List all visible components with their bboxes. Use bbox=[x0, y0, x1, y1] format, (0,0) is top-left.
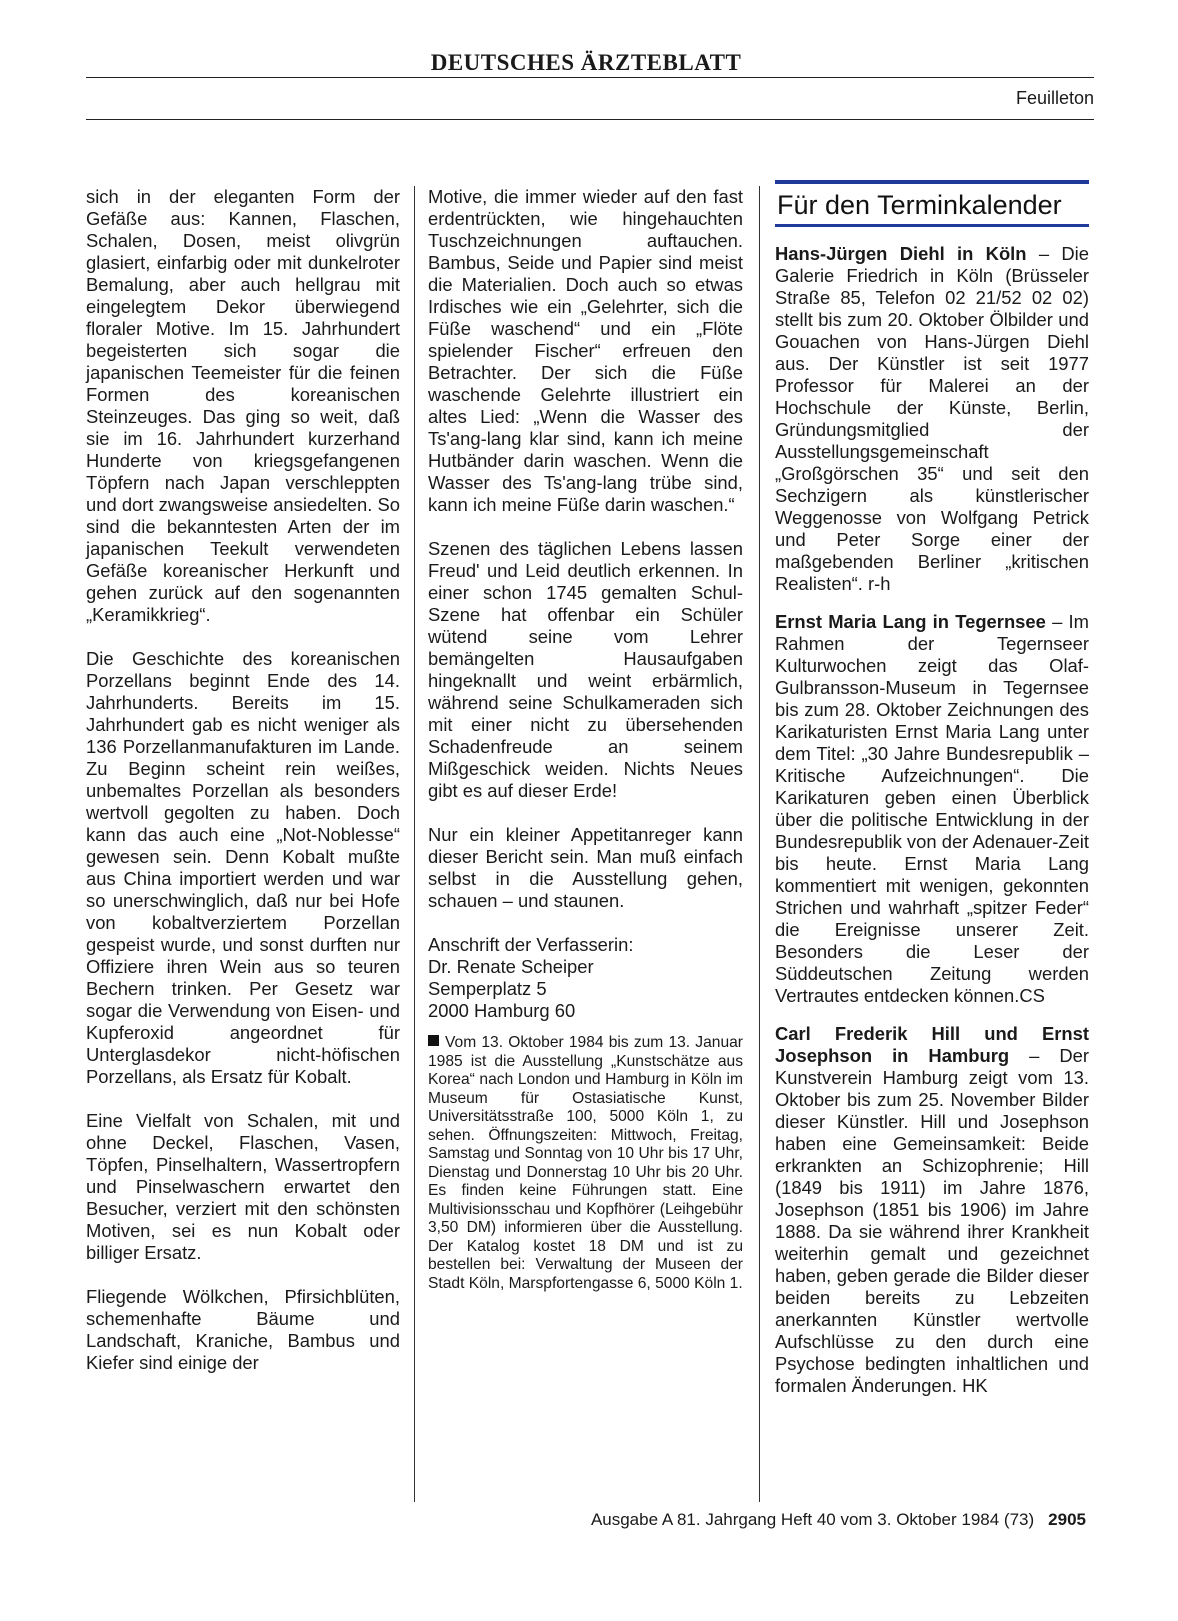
masthead: DEUTSCHES ÄRZTEBLATT bbox=[430, 50, 742, 75]
event-text: – Der Kunstverein Hamburg zeigt vom 13. Oktober bis zum 25. November Bilder dieser Künstler. Hill und Josephson haben eine Gemeinsamkeit: Beide erkrankten an Schizophrenie; Hill (1849 bis 1911) im Jahre 1876, Josephson (1851 bis 1906) im Jahre 1888. Da sie während ihrer Krankheit weiterhin gemalt und gezeichnet haben, geben gerade die Bilder dieser beiden bereits zu Lebzeiten anerkannten Künstler wertvolle Aufschlüsse zu den durch eine Psychose bedingten inhaltlichen und formalen Änderungen. HK bbox=[775, 1045, 1089, 1396]
paragraph: Szenen des täglichen Lebens lassen Freud' und Leid deutlich erkennen. In einer schon 1745 gemalten Schul-Szene hat offenbar ein Schüler wütend seine vom Lehrer bemängelten Hausaufgaben hingeknallt und weint erbärmlich, während seine Schulkameraden sich mit einer nicht zu übersehenden Schadenfreude an seinem Mißgeschick weiden. Nichts Neues gibt es auf dieser Erde! bbox=[428, 538, 743, 801]
exhibition-note bbox=[428, 1034, 743, 1293]
page-number: 2905 bbox=[1048, 1510, 1086, 1529]
event-heading: Carl Frederik Hill und Ernst Josephson in Hamburg bbox=[775, 1023, 1089, 1066]
box-title: Für den Terminkalender bbox=[777, 190, 1062, 220]
event-text: – Im Rahmen der Tegernseer Kulturwochen zeigt das Olaf-Gulbransson-Museum in Tegernsee bis zum 28. Oktober Zeichnungen des Karikaturisten Ernst Maria Lang unter dem Titel: „30 Jahre Bundesrepublik – Kritische Aufzeichnungen“. Die Karikaturen geben einen Überblick über die politische Entwicklung in der Bundesrepublik von der Adenauer-Zeit bis heute. Ernst Maria Lang kommentiert mit wenigen, gekonnten Strichen und wahrhaft „spitzer Feder“ die Ereignisse unserer Zeit. Besonders die Leser der Süddeutschen Zeitung werden Vertrautes entdecken können.CS bbox=[775, 611, 1089, 1006]
address-city: 2000 Hamburg 60 bbox=[428, 1000, 576, 1021]
column-3-terminkalender bbox=[775, 180, 1089, 1413]
section-label: Feuilleton bbox=[1015, 88, 1094, 108]
column-divider bbox=[759, 186, 760, 1502]
section-rule bbox=[86, 119, 1094, 120]
title-bar-bottom bbox=[775, 224, 1089, 227]
page-footer bbox=[500, 1510, 1086, 1530]
address-label: Anschrift der Verfasserin: bbox=[428, 934, 634, 955]
column-divider bbox=[414, 186, 415, 1502]
paragraph: Nur ein kleiner Appetitanreger kann dieser Bericht sein. Man muß einfach selbst in die Ausstellung gehen, schauen – und staunen. bbox=[428, 824, 743, 911]
square-bullet-icon bbox=[428, 1035, 439, 1046]
address-street: Semperplatz 5 bbox=[428, 978, 547, 999]
header-rule bbox=[86, 77, 1094, 78]
event-entry bbox=[775, 611, 1089, 1007]
event-heading: Ernst Maria Lang in Tegernsee bbox=[775, 611, 1046, 632]
paragraph: sich in der eleganten Form der Gefäße aus: Kannen, Flaschen, Schalen, Dosen, meist olivgrün glasiert, einfarbig oder mit dunkelroter Bemalung, aber auch hellgrau mit eingelegtem Dekor überwiegend floraler Motive. Im 15. Jahrhundert begeisterten sich sogar die japanischen Teemeister für die feinen Formen des koreanischen Steinzeuges. Das ging so weit, daß sie im 16. Jahrhundert kurzerhand Hunderte von kriegsgefangenen Töpfern nach Japan verschleppten und dort zwangsweise ansiedelten. So sind die bekanntesten Arten der im japanischen Teekult verwendeten Gefäße koreanischer Herkunft und gehen zurück auf den sogenannten „Keramikkrieg“. bbox=[86, 186, 400, 625]
event-heading: Hans-Jürgen Diehl in Köln bbox=[775, 243, 1027, 264]
column-2 bbox=[428, 186, 743, 1293]
paragraph: Eine Vielfalt von Schalen, mit und ohne Deckel, Flaschen, Vasen, Töpfen, Pinselhaltern, Wassertropfern und Pinselwaschern erwartet den Besucher, verziert mit den schönsten Motiven, sei es nun Kobalt oder billiger Ersatz. bbox=[86, 1110, 400, 1263]
event-text: – Die Galerie Friedrich in Köln (Brüsseler Straße 85, Telefon 02 21/52 02 02) stellt bis zum 20. Oktober Ölbilder und Gouachen von Hans-Jürgen Diehl aus. Der Künstler ist seit 1977 Professor für Malerei an der Hochschule der Künste, Berlin, Gründungsmitglied der Ausstellungsgemeinschaft „Großgörschen 35“ und seit den Sechzigern als künstlerischer Weggenosse von Wolfgang Petrick und Peter Sorge einer der maßgebenden Berliner „kritischen Realisten“. r-h bbox=[775, 243, 1089, 594]
paragraph: Fliegende Wölkchen, Pfirsichblüten, schemenhafte Bäume und Landschaft, Kraniche, Bambus und Kiefer sind einige der bbox=[86, 1286, 400, 1373]
event-entry bbox=[775, 1023, 1089, 1397]
issue-info: Ausgabe A 81. Jahrgang Heft 40 vom 3. Oktober 1984 (73) bbox=[590, 1510, 1035, 1529]
paragraph: Die Geschichte des koreanischen Porzellans beginnt Ende des 14. Jahrhunderts. Bereits im 15. Jahrhundert gab es nicht weniger als 136 Porzellanmanufakturen im Lande. Zu Beginn scheint rein weißes, unbemaltes Porzellan als besonders wertvoll gegolten zu haben. Doch kann das auch eine „Not-Noblesse“ gewesen sein. Denn Kobalt mußte aus China importiert werden und war so unerschwinglich, daß nur bei Hofe von kobaltverziertem Porzellan gespeist wurde, und sonst durften nur Offiziere ihren Wein aus so teuren Bechern trinken. Per Gesetz war sogar die Verwendung von Eisen- und Kupferoxid angeordnet für Unterglasdekor nicht-höfischen Porzellans, als Ersatz für Kobalt. bbox=[86, 648, 400, 1087]
note-text: Vom 13. Oktober 1984 bis zum 13. Januar 1985 ist die Ausstellung „Kunstschätze aus Korea“ nach London und Hamburg in Köln im Museum für Ostasiatische Kunst, Universitätsstraße 100, 5000 Köln 1, zu sehen. Öffnungszeiten: Mittwoch, Freitag, Samstag und Sonntag von 10 Uhr bis 17 Uhr, Dienstag und Donnerstag 10 Uhr bis 20 Uhr. Es finden keine Führungen statt. Eine Multivisionsschau und Kopfhörer (Leihgebühr 3,50 DM) informieren über die Ausstellung. Der Katalog kostet 18 DM und ist zu bestellen bei: Verwaltung der Museen der Stadt Köln, Marspfortengasse 6, 5000 Köln 1. bbox=[428, 1034, 743, 1292]
address-name: Dr. Renate Scheiper bbox=[428, 956, 594, 977]
paragraph: Motive, die immer wieder auf den fast erdentrückten, wie hingehauchten Tuschzeichnungen auftauchen. Bambus, Seide und Papier sind meist die Materialien. Doch auch so etwas Irdisches wie ein „Gelehrter, sich die Füße waschend“ und ein „Flöte spielender Fischer“ erfreuen den Betrachter. Der sich die Füße waschende Gelehrte illustriert ein altes Lied: „Wenn die Wasser des Ts'ang-lang klar sind, kann ich meine Hutbänder darin waschen. Wenn die Wasser des Ts'ang-lang trübe sind, kann ich meine Füße darin waschen.“ bbox=[428, 186, 743, 515]
event-entry bbox=[775, 243, 1089, 595]
column-1 bbox=[86, 186, 400, 1396]
author-address bbox=[428, 934, 743, 1022]
